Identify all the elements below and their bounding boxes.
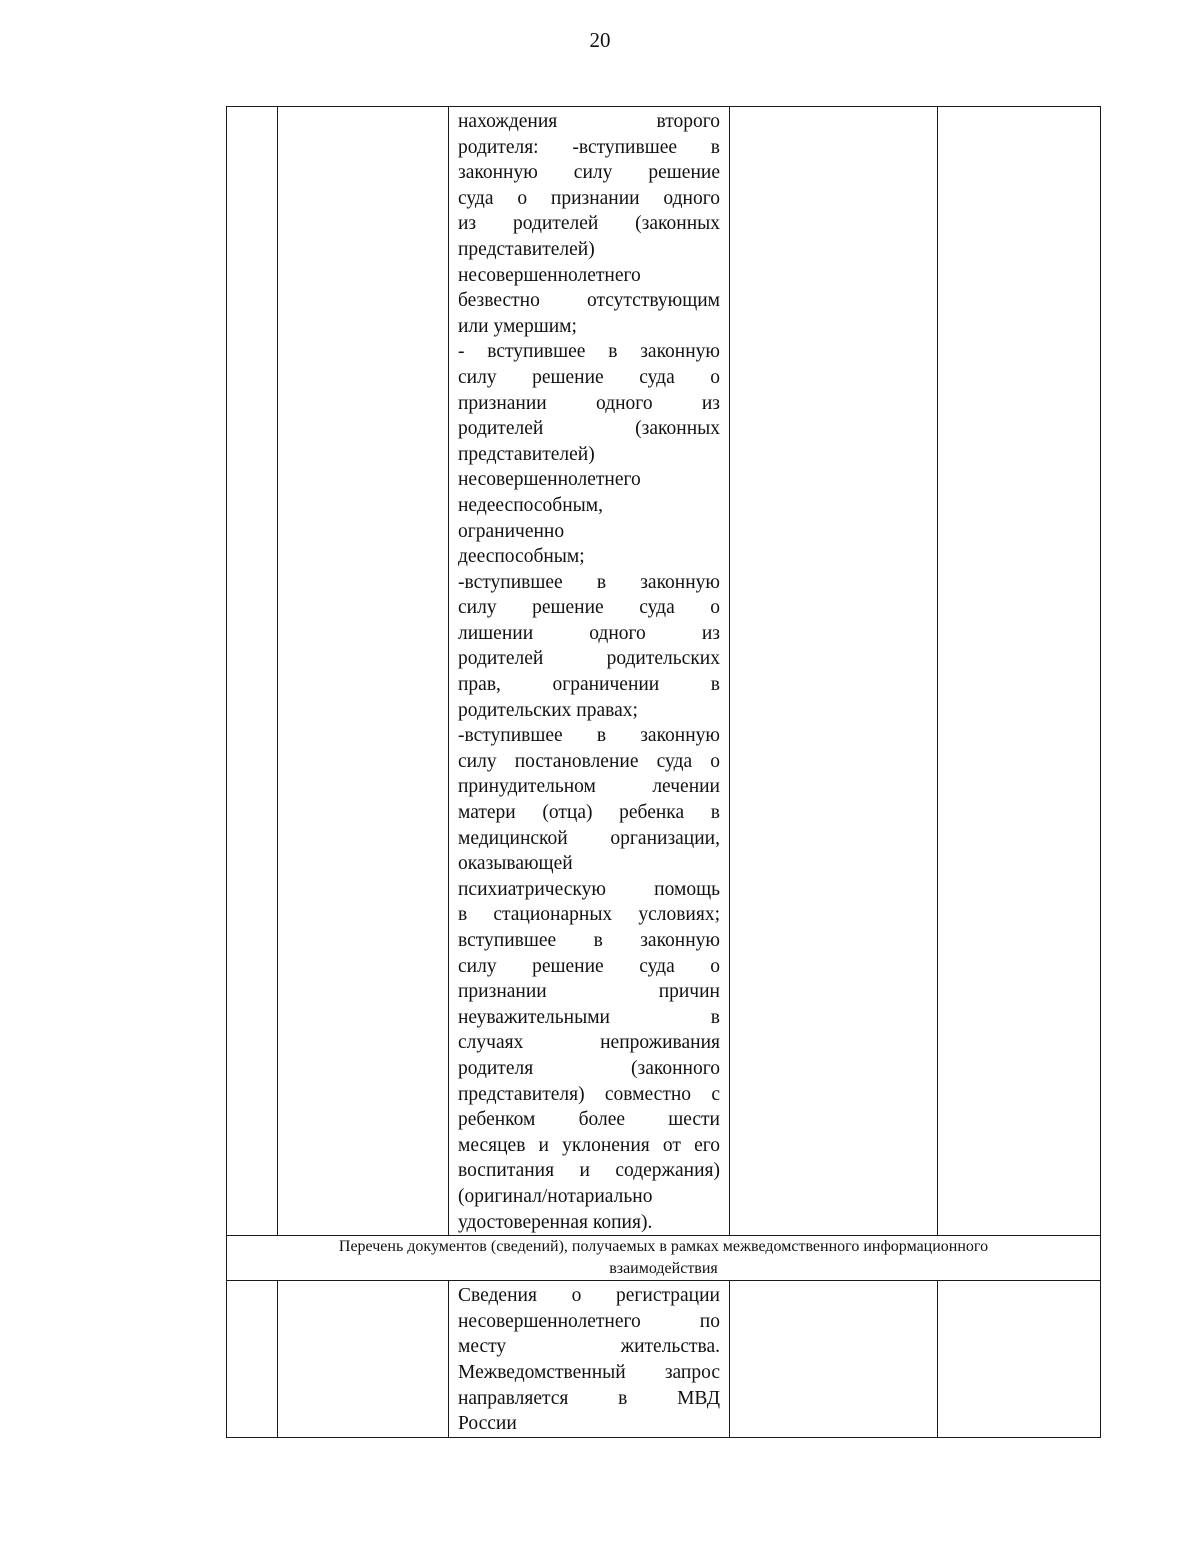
text-line: ограниченно — [458, 520, 565, 542]
document-description-text — [458, 109, 720, 1235]
text-line: родителей (законных — [458, 418, 720, 440]
table-cell-empty — [278, 107, 449, 1236]
text-line: признании одного из — [458, 392, 720, 414]
text-line: несовершеннолетнего — [458, 469, 641, 491]
text-line: или умершим; — [458, 315, 577, 337]
table-cell-document-description — [449, 1281, 730, 1438]
text-line: месту жительства. — [458, 1336, 720, 1358]
text-line: лишении одного из — [458, 622, 720, 644]
text-line: удостоверенная копия). — [458, 1211, 653, 1233]
text-line: Межведомственный запрос — [458, 1361, 720, 1383]
text-line: суда о признании одного — [458, 187, 720, 209]
text-line: -вступившее в законную — [458, 725, 720, 747]
text-line: представителя) совместно с — [458, 1083, 720, 1105]
text-line: в стационарных условиях; — [458, 904, 720, 926]
text-line: ребенком более шести — [458, 1109, 720, 1131]
text-line: матери (отца) ребенка в — [458, 802, 720, 824]
table-row — [227, 107, 1101, 1236]
text-line: психиатрическую помощь — [458, 878, 720, 900]
table-cell-empty — [730, 107, 938, 1236]
text-line: прав, ограничении в — [458, 674, 720, 696]
table-cell-document-description — [449, 107, 730, 1236]
table-section-header-row — [227, 1236, 1101, 1281]
text-line: несовершеннолетнего по — [458, 1310, 720, 1332]
documents-table — [226, 106, 1101, 1438]
text-line: недееспособным, — [458, 494, 603, 516]
table-cell-empty — [938, 107, 1101, 1236]
table-cell-empty — [278, 1281, 449, 1438]
text-line: России — [458, 1413, 517, 1435]
text-line: силу постановление суда о — [458, 750, 720, 772]
text-line: силу решение суда о — [458, 366, 720, 388]
text-line: признании причин — [458, 981, 720, 1003]
text-line: дееспособным; — [458, 546, 585, 568]
table-cell-empty — [730, 1281, 938, 1438]
table-cell-number — [227, 1281, 278, 1438]
table-cell-empty — [938, 1281, 1101, 1438]
section-header-line-2: взаимодействия — [609, 1260, 718, 1278]
text-line: воспитания и содержания) — [458, 1160, 720, 1182]
text-line: направляется в МВД — [458, 1387, 720, 1409]
text-line: родителей родительских — [458, 648, 720, 670]
text-line: из родителей (законных — [458, 213, 720, 235]
table-row — [227, 1281, 1101, 1438]
text-line: представителей) — [458, 443, 595, 465]
text-line: представителей) — [458, 238, 595, 260]
text-line: безвестно отсутствующим — [458, 290, 720, 312]
text-line: силу решение суда о — [458, 955, 720, 977]
text-line: нахождения второго — [458, 111, 720, 132]
text-line: родительских правах; — [458, 699, 638, 721]
text-line: родителя (законного — [458, 1057, 720, 1079]
section-header-line-1: Перечень документов (сведений), получаемых в рамках межведомственного информационного — [338, 1238, 989, 1256]
text-line: (оригинал/нотариально — [458, 1185, 653, 1207]
text-line: случаях непроживания — [458, 1032, 720, 1054]
text-line: силу решение суда о — [458, 597, 720, 619]
text-line: медицинской организации, — [458, 827, 720, 849]
text-line: неуважительными в — [458, 1006, 720, 1028]
document-description-text — [458, 1283, 720, 1437]
text-line: - вступившее в законную — [458, 341, 720, 363]
text-line: несовершеннолетнего — [458, 264, 641, 286]
text-line: оказывающей — [458, 853, 573, 875]
text-line: законную силу решение — [458, 162, 720, 184]
text-line: родителя: -вступившее в — [458, 136, 720, 158]
text-line: -вступившее в законную — [458, 571, 720, 593]
table-cell-number — [227, 107, 278, 1236]
text-line: месяцев и уклонения от его — [458, 1134, 720, 1156]
text-line: принудительном лечении — [458, 776, 720, 798]
text-line: вступившее в законную — [458, 930, 720, 951]
section-header-cell — [227, 1236, 1101, 1281]
page-number: 20 — [589, 28, 611, 52]
text-line: Сведения о регистрации — [458, 1285, 720, 1307]
